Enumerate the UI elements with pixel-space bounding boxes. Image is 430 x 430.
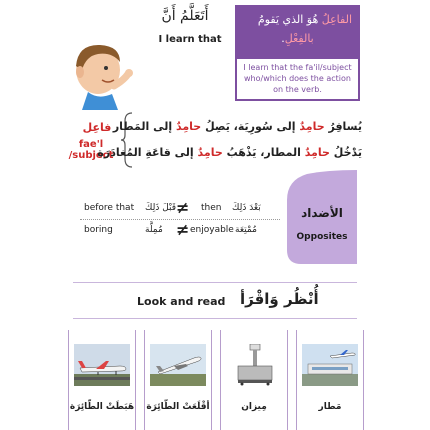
opposite-en-right: then (201, 203, 222, 213)
sentence-part: يَدْخُلُ (333, 146, 362, 159)
opposites-title-english: Opposites (296, 232, 348, 242)
opposites-row (80, 222, 280, 242)
boy-illustration (68, 40, 138, 110)
vocab-word: أقْلَعَتْ الطّائِرَة (146, 402, 210, 412)
fail-label-arabic: فاعِل (82, 121, 112, 134)
sentence-part: إلى المَطار (112, 120, 173, 133)
rule-english-text: I learn that the fa'il/subject who/which does the action on the verb. (243, 63, 352, 94)
opposites-title-arabic: الأضداد (301, 206, 343, 220)
sentence-fail: حامِدٌ (299, 120, 325, 133)
look-and-read-arabic: أُنْظُر وَاقْرَأ (240, 290, 319, 308)
opposite-ar-right: بَعْدَ ذَلِكَ (232, 203, 261, 213)
vocab-word: هَبَطَتْ الطّائِرَة (69, 402, 135, 412)
airport-icon (302, 344, 358, 386)
vocab-card (220, 330, 288, 430)
example-sentence-1 (113, 120, 362, 133)
opposite-ar-left: مُمِلَّة (145, 225, 163, 235)
scale-icon (226, 344, 282, 386)
landing-plane-icon (74, 344, 130, 386)
rule-fail-word: الفاعِلُ (321, 13, 352, 26)
sentence-part: يُسافِرُ (328, 120, 362, 133)
rule-line-1 (243, 13, 352, 26)
opposite-ar-left: قَبْلَ ذَلِكَ (145, 203, 177, 213)
opposite-en-left: boring (84, 225, 113, 235)
sentence-part: إلى سُورِيَة، يَصِلُ (205, 120, 296, 133)
example-sentence-2 (97, 146, 362, 159)
opposite-en-left: before that (84, 203, 135, 213)
rule-line-2 (243, 32, 352, 45)
takeoff-plane-icon (150, 344, 206, 386)
opposite-ar-right: مُمْتِعَة (235, 225, 257, 235)
vocab-card (296, 330, 364, 430)
rule-line-1-rest: هُوَ الذي يَقومُ (257, 13, 319, 26)
vocab-word: مَطار (318, 402, 342, 412)
opposite-en-right: enjoyable (190, 225, 234, 235)
learn-heading-english: I learn that (158, 34, 222, 45)
fail-label-english: fae'l /subject (68, 139, 114, 161)
opposites-row (80, 200, 280, 220)
rule-line-2-rest: . (281, 32, 285, 45)
vocab-card (68, 330, 136, 430)
rule-info-header (237, 7, 358, 59)
vocab-word: مِيزان (241, 402, 267, 412)
learn-heading-arabic: أَتَعَلَّمُ أَنَّ (161, 8, 209, 24)
look-and-read-english: Look and read (137, 295, 226, 308)
sentence-fail: حامِدٌ (197, 146, 223, 159)
rule-info-box (235, 5, 360, 101)
section-divider (73, 318, 357, 319)
not-equal-icon: ≠ (176, 220, 190, 239)
sentence-part: إلى قاعَةِ المُغادَرَة (97, 146, 194, 159)
sentence-fail: حامِدٌ (304, 146, 330, 159)
sentence-fail: حامِدٌ (175, 120, 202, 133)
not-equal-icon: ≠ (176, 198, 190, 217)
rule-verb-word: بالفِعْلِ (284, 32, 314, 45)
vocab-card (144, 330, 212, 430)
section-divider (73, 282, 357, 283)
sentence-part: المطار، يَذْهَبُ (226, 146, 301, 159)
